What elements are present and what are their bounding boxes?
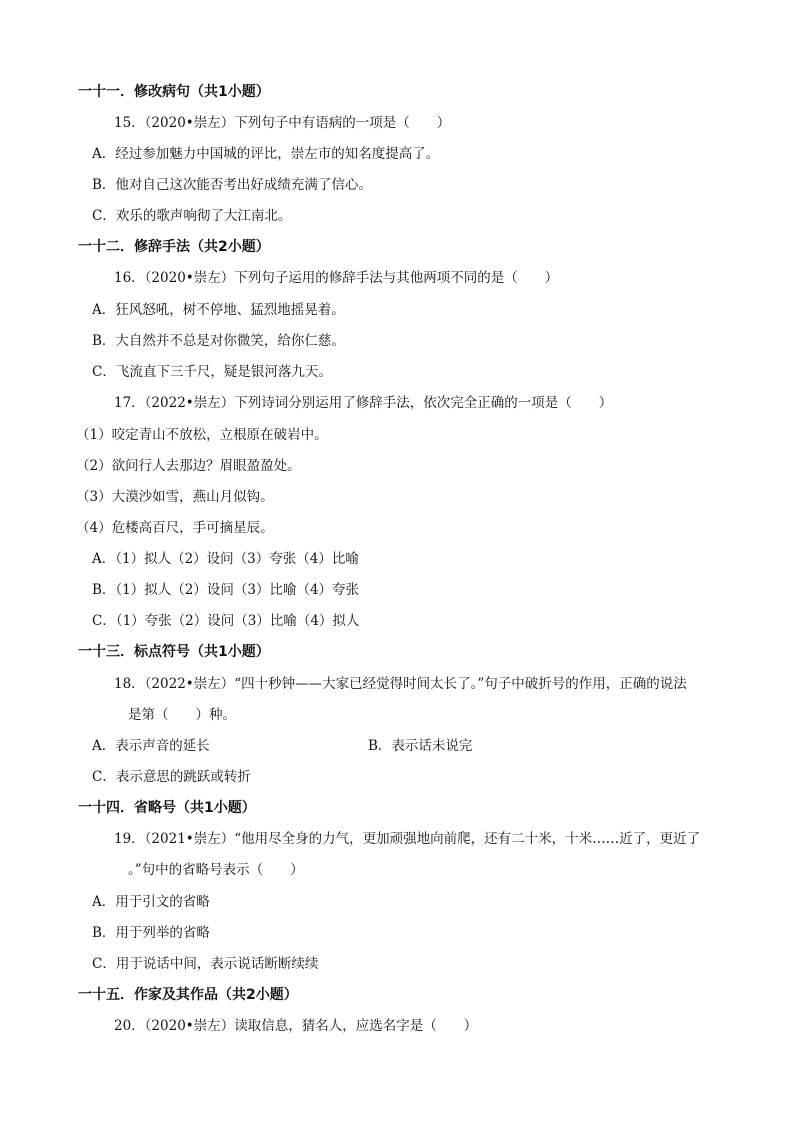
question-17-option-b: B．（1）拟人（2）设问（3）比喻（4）夸张 <box>92 582 360 598</box>
question-19-option-b: B．用于列举的省略 <box>92 925 210 941</box>
poem-line-4: （4）危楼高百尺，手可摘星辰。 <box>76 520 274 536</box>
section-heading-11: 一十一．修改病句（共1小题） <box>78 84 270 100</box>
question-16-stem: 16．（2020•崇左）下列句子运用的修辞手法与其他两项不同的是（ ） <box>114 270 559 286</box>
question-17-stem: 17．（2022•崇左）下列诗词分别运用了修辞手法，依次完全正确的一项是（ ） <box>114 395 613 411</box>
question-17-option-c: C．（1）夸张（2）设问（3）比喻（4）拟人 <box>92 613 360 629</box>
question-15-option-b: B．他对自己这次能否考出好成绩充满了信心。 <box>92 177 372 193</box>
question-15-option-c: C．欢乐的歌声响彻了大江南北。 <box>92 208 292 224</box>
poem-line-2: （2）欲问行人去那边？眉眼盈盈处。 <box>76 458 301 474</box>
question-16-option-b: B．大自然并不总是对你微笑，给你仁慈。 <box>92 333 345 349</box>
section-heading-12: 一十二．修辞手法（共2小题） <box>78 239 270 255</box>
section-heading-13: 一十三．标点符号（共1小题） <box>78 644 270 660</box>
question-18-stem-line-2: 是第（ ）种。 <box>128 707 236 723</box>
question-15-stem: 15．（2020•崇左）下列句子中有语病的一项是（ ） <box>114 115 451 131</box>
question-20-stem: 20．（2020•崇左）读取信息，猜名人，应选名字是（ ） <box>114 1018 478 1034</box>
question-19-stem-line-2: 。”句中的省略号表示（ ） <box>128 862 304 878</box>
question-15-option-a: A．经过参加魅力中国城的评比，崇左市的知名度提高了。 <box>92 146 440 162</box>
question-16-option-c: C．飞流直下三千尺，疑是银河落九天。 <box>92 364 332 380</box>
question-18-option-a: A．表示声音的延长 <box>92 738 210 754</box>
poem-line-3: （3）大漠沙如雪，燕山月似钩。 <box>76 489 274 505</box>
question-19-stem-line-1: 19．（2021•崇左）“他用尽全身的力气，更加顽强地向前爬，还有二十米，十米……近了，更近了 <box>114 831 701 847</box>
section-heading-14: 一十四．省略号（共1小题） <box>78 800 256 816</box>
question-18-option-b: B．表示话未说完 <box>368 738 473 754</box>
question-17-option-a: A．（1）拟人（2）设问（3）夸张（4）比喻 <box>92 551 359 567</box>
question-19-option-c: C．用于说话中间，表示说话断断续续 <box>92 956 319 972</box>
section-heading-15: 一十五．作家及其作品（共2小题） <box>78 987 298 1003</box>
question-18-option-c: C．表示意思的跳跃或转折 <box>92 769 251 785</box>
question-19-option-a: A．用于引文的省略 <box>92 894 210 910</box>
question-16-option-a: A．狂风怒吼，树不停地、猛烈地摇晃着。 <box>92 302 345 318</box>
poem-line-1: （1）咬定青山不放松，立根原在破岩中。 <box>76 427 328 443</box>
question-18-stem-line-1: 18．（2022•崇左）“四十秒钟——大家已经觉得时间太长了。”句子中破折号的作用，正确的说法 <box>114 676 687 692</box>
